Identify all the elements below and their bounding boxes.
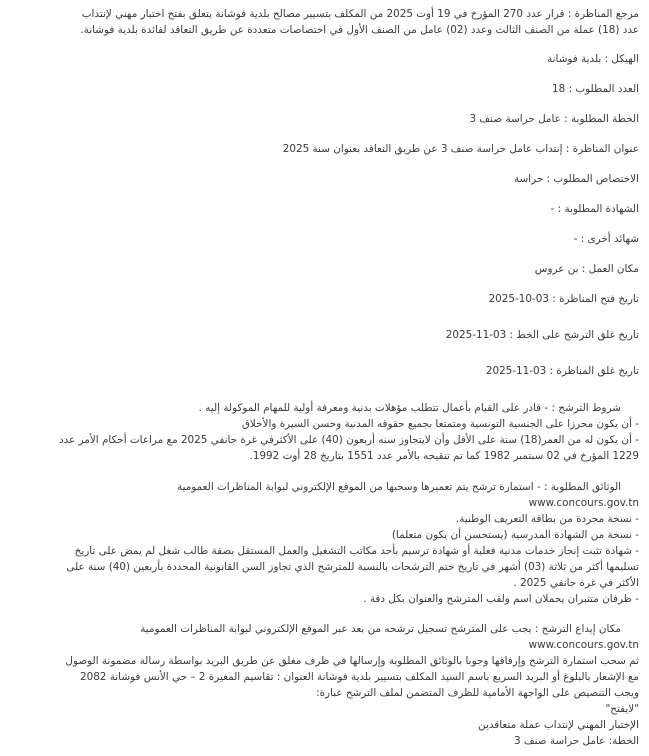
submission-intro: مكان إيداع الترشح : يجب على المترشح تسجيل ترشحه من بعد عبر الموقع الإلكتروني لبوابة المناظرات العمومية <box>140 623 621 635</box>
conditions-section <box>12 400 639 464</box>
condition-line-4: 1229 المؤرخ في 02 سبتمبر 1982 كما تم تنقيحه بالأمر عدد 1551 بتاريخ 28 أوت 1992. <box>249 450 639 462</box>
field-required-diploma: الشهادة المطلوبة : - <box>550 203 639 215</box>
documents-intro: الوثائق المطلوبة : - استمارة ترشح يتم تعميرها وسحبها من الموقع الإلكتروني لبوابة المناظرات العمومية <box>177 481 621 493</box>
field-workplace: مكان العمل : بن عروس <box>534 263 639 275</box>
documents-section <box>12 479 639 607</box>
submission-line-6: الخطة: عامل حراسة صنف 3 <box>513 735 639 747</box>
reference-line-1: مرجع المناظرة : قرار عدد 270 المؤرخ في 19 أوت 2025 من المكلف بتسيير مصالح بلدية فوشانة يتعلق بفتح اختبار مهني لإنتداب <box>81 8 639 20</box>
submission-line-4: "لايفتح" <box>605 703 639 715</box>
condition-line-3: - أن يكون له من العمر(18) سنة على الأقل وأن لايتجاوز سنه أربعون (40) على الأكثرفي غرة جانفي 2025 مع مراعات أحكام الأمر عدد <box>58 434 639 446</box>
document-item-3: - شهادة تثبت إنجاز خدمات مدنية فعلية أو شهادة ترسيم بأحد مكاتب التشغيل والعمل المستقل بصفة طالب شغل لم يمض على تاريخ <box>74 545 639 557</box>
fields-section <box>12 51 639 379</box>
field-other-diplomas: شهائد أخرى : - <box>573 233 639 245</box>
document-item-1: - نسخة مجردة من بطاقة التعريف الوطنية. <box>455 513 639 525</box>
field-closing-date: تاريخ غلق المناظرة : 03-11-2025 <box>485 365 639 377</box>
submission-line-3: ويجب التنصيص على الواجهة الأمامية للظرف المتضمن لملف الترشح عبارة: <box>316 687 639 699</box>
document-item-5: الأكثر في غرة جانفي 2025 . <box>513 577 639 589</box>
field-competition-title: عنوان المناظرة : إنتداب عامل حراسة صنف 3 عن طريق التعاقد بعنوان سنة 2025 <box>282 143 639 155</box>
document-item-4: تسليمها أكثر من ثلاثة (03) أشهر في تاريخ ختم الترشحات بالنسبة للمترشح الذي تجاوز السن القانونية المحددة بأربعين (40) سنة على <box>66 561 639 573</box>
submission-line-5: الإختبار المهني لإنتداب عملة متعاقدين <box>478 719 639 731</box>
field-required-number: العدد المطلوب : 18 <box>552 83 639 95</box>
submission-portal-link[interactable]: www.concours.gov.tn <box>528 639 639 651</box>
document-item-2: - نسخة من الشهادة المدرسية (يستحسن أن يكون متعلما) <box>391 529 639 541</box>
reference-line-2: عدد (18) عملة من الصنف الثالث وعدد (02) عامل من الصنف الأول في اختصاصات متعددة عن طريق التعاقد لفائدة بلدية فوشانة. <box>80 24 639 36</box>
document-item-6: - ظرفان متنبران يحملان اسم ولقب المترشح والعنوان بكل دقة . <box>363 593 639 605</box>
condition-line-1: شروط الترشح : - قادر على القيام بأعمال تتطلب مؤهلات بدنية ومعرفة أولية للمهام الموكولة إليه . <box>198 402 621 414</box>
field-structure: الهيكل : بلدية فوشانة <box>547 53 639 65</box>
condition-line-2: - أن يكون محرزا على الجنسية التونسية ومتمتعا بجميع حقوقه المدنية وحسن السيرة والأخلاق <box>241 418 639 430</box>
field-specialty: الاختصاص المطلوب : حراسة <box>513 173 639 185</box>
field-required-position: الخطة المطلوبة : عامل حراسة صنف 3 <box>469 113 639 125</box>
submission-line-1: ثم سحب استمارة الترشح وإرفاقها وجوبا بالوثائق المطلوبة وإرسالها في ظرف مغلق عن طريق البريد بواسطة رسالة مضمونة الوصول <box>65 655 639 667</box>
field-online-closing-date: تاريخ غلق الترشح على الخط : 03-11-2025 <box>445 329 639 341</box>
field-opening-date: تاريخ فتح المناظرة : 03-10-2025 <box>488 293 639 305</box>
documents-portal-link[interactable]: www.concours.gov.tn <box>528 497 639 509</box>
submission-line-2: مع الإشعار بالبلوغ أو البريد السريع باسم السيد المكلف بتسيير بلدية فوشانة العنوان : تقاسيم المغيرة 2 – حي الأنس فوشانة 2082 <box>79 671 639 683</box>
submission-section <box>12 621 639 749</box>
reference-section <box>12 6 639 38</box>
